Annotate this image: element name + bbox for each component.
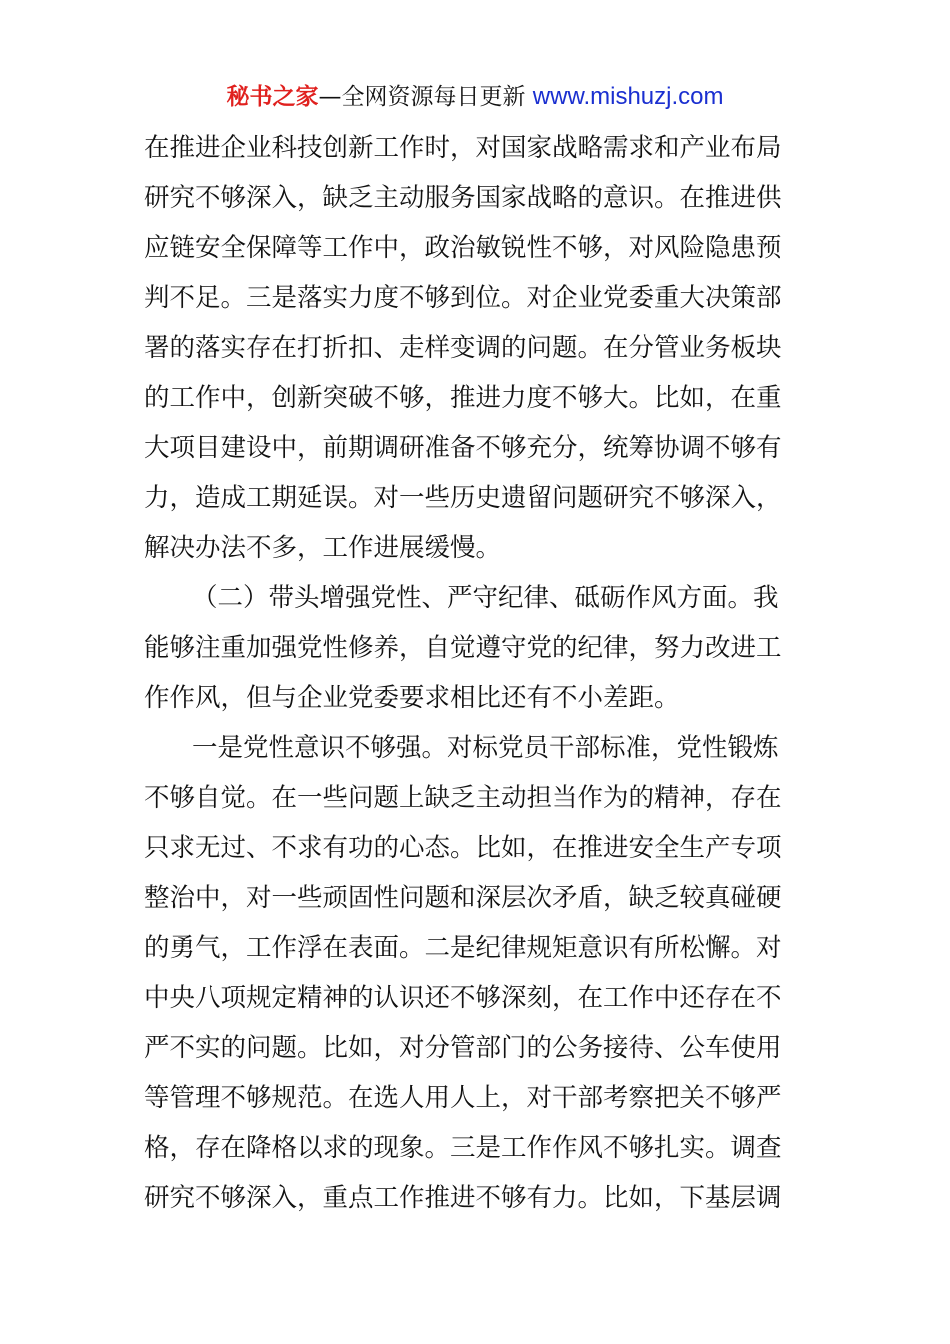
site-tagline: —全网资源每日更新 <box>318 84 533 110</box>
paragraph-line: 署的落实存在打折扣、走样变调的问题。在分管业务板块 <box>144 333 782 363</box>
paragraph-line: 研究不够深入，重点工作推进不够有力。比如，下基层调 <box>144 1183 782 1213</box>
paragraph-first-line: 一是党性意识不够强。对标党员干部标准，党性锻炼 <box>192 733 779 763</box>
paragraph-line: 中央八项规定精神的认识还不够深刻，在工作中还存在不 <box>144 983 782 1013</box>
paragraph-line: 能够注重加强党性修养，自觉遵守党的纪律，努力改进工 <box>144 633 782 663</box>
paragraph-line: 作作风，但与企业党委要求相比还有不小差距。 <box>144 683 680 713</box>
site-url-link[interactable]: www.mishuzj.com <box>532 83 724 110</box>
paragraph-line: 的勇气，工作浮在表面。二是纪律规矩意识有所松懈。对 <box>144 933 782 963</box>
paragraph-line: 应链安全保障等工作中，政治敏锐性不够，对风险隐患预 <box>144 233 782 263</box>
paragraph-line: 判不足。三是落实力度不够到位。对企业党委重大决策部 <box>144 283 782 313</box>
paragraph-line: 在推进企业科技创新工作时，对国家战略需求和产业布局 <box>144 133 782 163</box>
paragraph-line: 研究不够深入，缺乏主动服务国家战略的意识。在推进供 <box>144 183 782 213</box>
paragraph-line: 严不实的问题。比如，对分管部门的公务接待、公车使用 <box>144 1033 782 1063</box>
paragraph-line: 整治中，对一些顽固性问题和深层次矛盾，缺乏较真碰硬 <box>144 883 782 913</box>
paragraph-line: 不够自觉。在一些问题上缺乏主动担当作为的精神，存在 <box>144 783 782 813</box>
paragraph-line: 只求无过、不求有功的心态。比如，在推进安全生产专项 <box>144 833 782 863</box>
paragraph-line: 等管理不够规范。在选人用人上，对干部考察把关不够严 <box>144 1083 782 1113</box>
site-header <box>0 80 950 114</box>
paragraph-line: 的工作中，创新突破不够，推进力度不够大。比如，在重 <box>144 383 782 413</box>
paragraph-line: 力，造成工期延误。对一些历史遗留问题研究不够深入， <box>144 483 782 513</box>
paragraph-line: 解决办法不多，工作进展缓慢。 <box>144 533 502 563</box>
paragraph-line: 大项目建设中，前期调研准备不够充分，统筹协调不够有 <box>144 433 782 463</box>
site-brand: 秘书之家 <box>226 84 319 110</box>
section-heading-line: （二）带头增强党性、严守纪律、砥砺作风方面。我 <box>192 583 779 613</box>
document-body <box>144 123 814 1223</box>
paragraph-line: 格，存在降格以求的现象。三是工作作风不够扎实。调查 <box>144 1133 782 1163</box>
